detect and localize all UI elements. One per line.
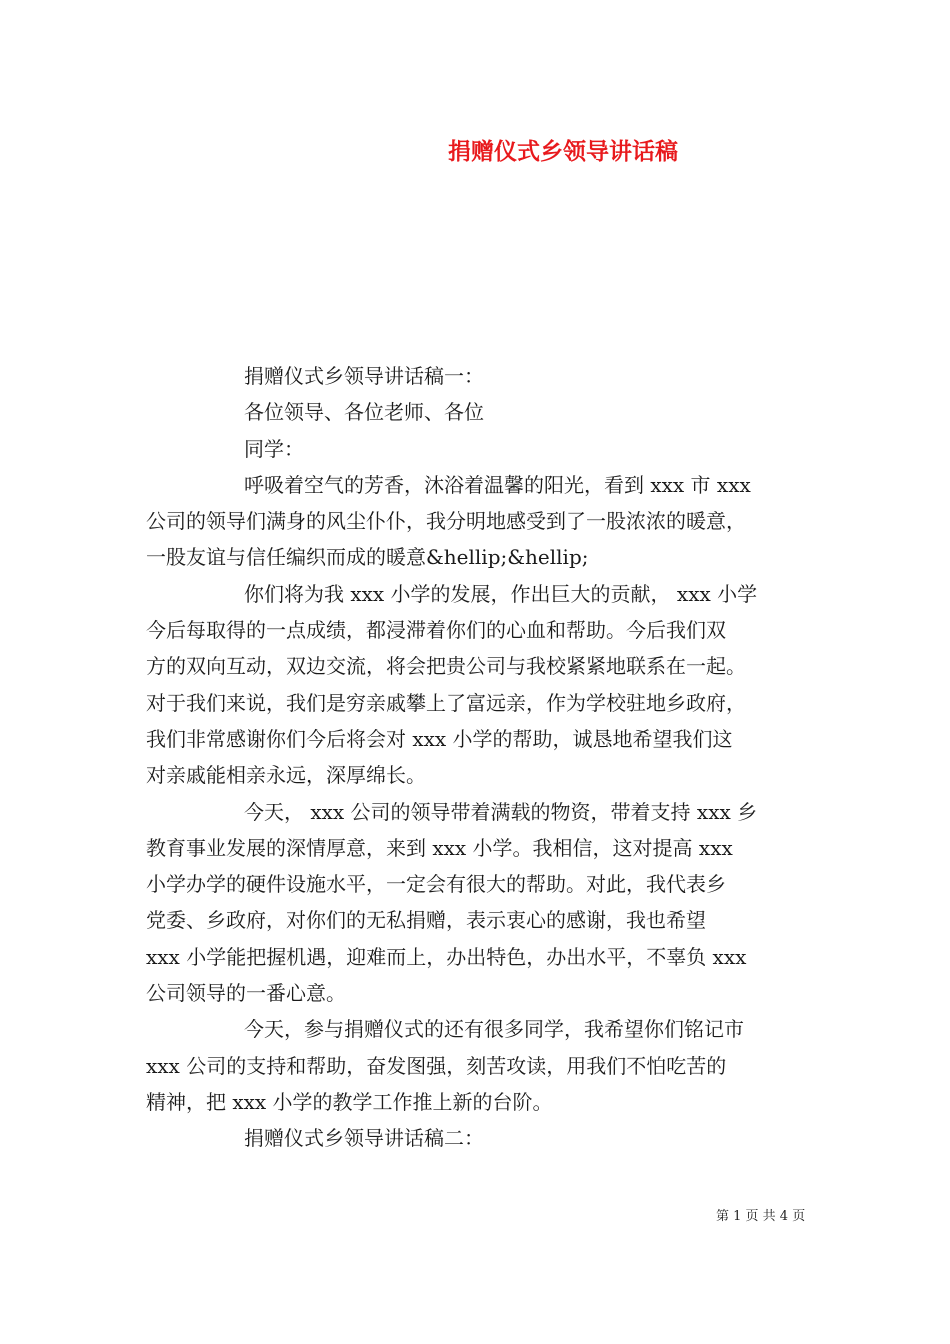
paragraph-line: 你们将为我 xxx 小学的发展，作出巨大的贡献， xxx 小学 <box>244 581 758 606</box>
salutation-line: 同学： <box>244 436 304 461</box>
paragraph-line: 公司的领导们满身的风尘仆仆，我分明地感受到了一股浓浓的暖意， <box>146 509 746 534</box>
paragraph-line: xxx 小学能把握机遇，迎难而上，办出特色，办出水平，不辜负 xxx <box>146 944 747 969</box>
page-number: 第 1 页 共 4 页 <box>716 1209 806 1224</box>
paragraph-line: 方的双向互动，双边交流，将会把贵公司与我校紧紧地联系在一起。 <box>146 654 746 679</box>
paragraph-line: 我们非常感谢你们今后将会对 xxx 小学的帮助，诚恳地希望我们这 <box>146 726 733 751</box>
paragraph-line: 今天， xxx 公司的领导带着满载的物资，带着支持 xxx 乡 <box>244 799 758 824</box>
paragraph-line: 对亲戚能相亲永远，深厚绵长。 <box>146 763 426 788</box>
section-heading: 捐赠仪式乡领导讲话稿一： <box>244 364 484 388</box>
paragraph-line: 今天，参与捐赠仪式的还有很多同学，我希望你们铭记市 <box>244 1017 744 1042</box>
paragraph-line: 对于我们来说，我们是穷亲戚攀上了富远亲，作为学校驻地乡政府， <box>146 690 746 715</box>
paragraph-line: 小学办学的硬件设施水平，一定会有很大的帮助。对此，我代表乡 <box>146 872 726 897</box>
paragraph-line: 今后每取得的一点成绩，都浸滞着你们的心血和帮助。今后我们双 <box>146 618 726 643</box>
paragraph-line: 党委、乡政府，对你们的无私捐赠，表示衷心的感谢，我也希望 <box>146 908 706 933</box>
salutation-line: 各位领导、各位老师、各位 <box>244 400 484 425</box>
paragraph-line: 一股友谊与信任编织而成的暖意&hellip;&hellip; <box>146 545 589 570</box>
paragraph-line: 公司领导的一番心意。 <box>146 981 346 1006</box>
document-body <box>146 358 814 1157</box>
document-title: 捐赠仪式乡领导讲话稿 <box>448 139 678 165</box>
paragraph-line: 精神，把 xxx 小学的教学工作推上新的台阶。 <box>146 1089 553 1114</box>
paragraph-line: 呼吸着空气的芳香，沐浴着温馨的阳光，看到 xxx 市 xxx <box>244 472 751 497</box>
paragraph-line: xxx 公司的支持和帮助，奋发图强，刻苦攻读，用我们不怕吃苦的 <box>146 1053 727 1078</box>
section-heading: 捐赠仪式乡领导讲话稿二： <box>244 1126 484 1151</box>
paragraph-line: 教育事业发展的深情厚意，来到 xxx 小学。我相信，这对提高 xxx <box>146 835 733 860</box>
